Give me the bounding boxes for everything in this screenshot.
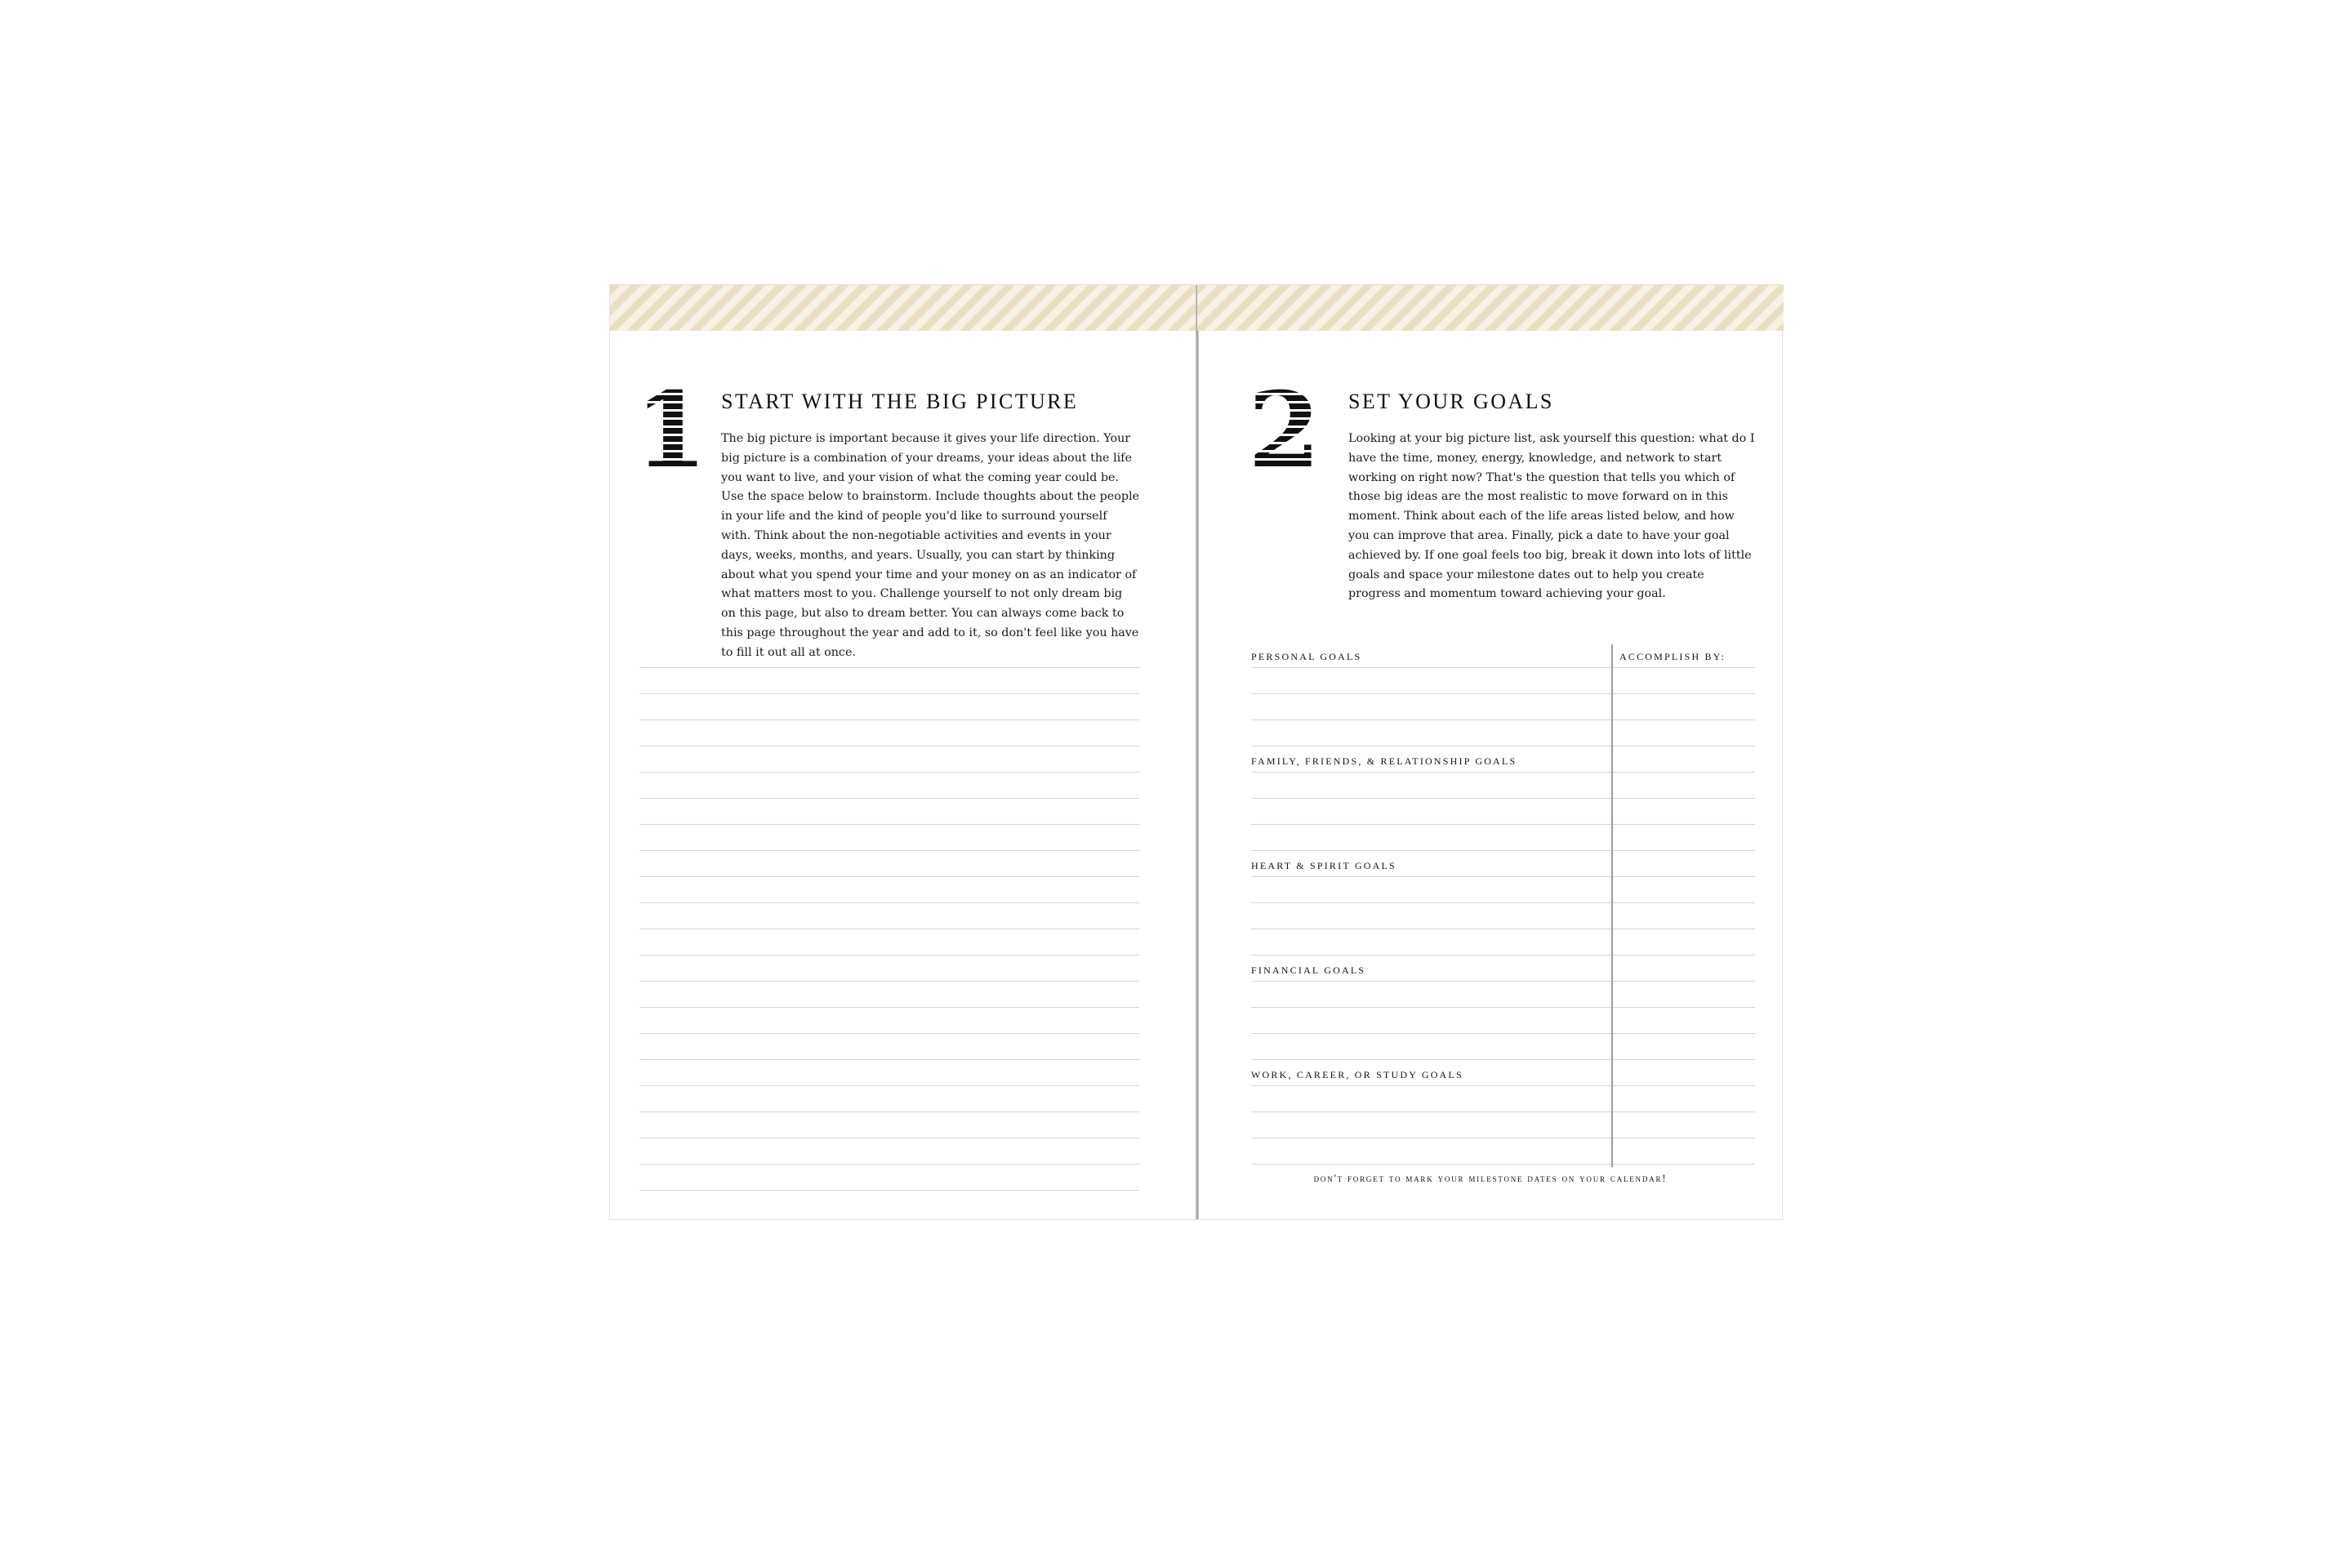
goal-writing-line[interactable] [1251, 772, 1611, 773]
section-number-2: 2 [1248, 370, 1321, 492]
goal-writing-line[interactable] [1251, 693, 1611, 694]
accomplish-by-line[interactable] [1613, 1111, 1755, 1112]
accomplish-by-header: ACCOMPLISH BY: [1619, 651, 1726, 662]
writing-line[interactable] [639, 667, 1139, 668]
writing-line[interactable] [639, 1111, 1139, 1112]
goal-writing-line[interactable] [1251, 850, 1611, 851]
goal-writing-line[interactable] [1251, 798, 1611, 799]
writing-line[interactable] [639, 902, 1139, 903]
section-title-big-picture: START WITH THE BIG PICTURE [721, 390, 1079, 413]
writing-line[interactable] [639, 1033, 1139, 1034]
accomplish-by-line[interactable] [1613, 693, 1755, 694]
writing-line[interactable] [639, 719, 1139, 720]
accomplish-by-line[interactable] [1613, 772, 1755, 773]
writing-line[interactable] [639, 772, 1139, 773]
writing-line[interactable] [639, 1059, 1139, 1060]
goal-section-label: HEART & SPIRIT GOALS [1251, 860, 1396, 871]
goal-writing-line[interactable] [1251, 1007, 1611, 1008]
goals-column-divider [1611, 644, 1613, 1167]
writing-line[interactable] [639, 955, 1139, 956]
accomplish-by-line[interactable] [1613, 902, 1755, 903]
goal-writing-line[interactable] [1251, 667, 1611, 668]
writing-line[interactable] [639, 824, 1139, 825]
left-page [610, 285, 1196, 1219]
decorative-stripe-band [1197, 285, 1784, 331]
writing-line[interactable] [639, 1190, 1139, 1191]
planner-spread [609, 284, 1783, 1220]
accomplish-by-line[interactable] [1613, 824, 1755, 825]
accomplish-by-line[interactable] [1613, 1033, 1755, 1034]
accomplish-by-line[interactable] [1613, 876, 1755, 877]
goal-writing-line[interactable] [1251, 902, 1611, 903]
goal-writing-line[interactable] [1251, 876, 1611, 877]
goal-writing-line[interactable] [1251, 955, 1611, 956]
accomplish-by-line[interactable] [1613, 1085, 1755, 1086]
writing-line[interactable] [639, 1007, 1139, 1008]
accomplish-by-line[interactable] [1613, 1164, 1755, 1165]
writing-line[interactable] [639, 876, 1139, 877]
accomplish-by-line[interactable] [1613, 850, 1755, 851]
section-title-set-goals: SET YOUR GOALS [1348, 390, 1554, 413]
accomplish-by-line[interactable] [1613, 981, 1755, 982]
set-goals-instructions: Looking at your big picture list, ask yourself this question: what do I have the time, money, energy, knowledge, and network to start working on right now? That's the question that tells you which of those big ideas are the most realistic to move forward on in this moment. Think about each of the life areas listed below, and how you can improve that area. Finally, pick a date to have your goal achieved by. If one goal feels too big, break it down into lots of little goals and space your milestone dates out to help you create progress and momentum toward achieving your goal. [1348, 432, 1755, 601]
big-picture-instructions: The big picture is important because it gives your life direction. Your big picture is a combination of your dreams, your ideas about the life you want to live, and your vision of what the coming year could be. Use the space below to brainstorm. Include thoughts about the people in your life and the kind of people you'd like to surround yourself with. Think about the non-negotiable activities and events in your days, weeks, months, and years. Usually, you can start by thinking about what you spend your time and your money on as an indicator of what matters most to you. Challenge yourself to not only dream big on this page, but also to dream better. You can always come back to this page throughout the year and add to it, so don't feel like you have to fill it out all at once. [721, 432, 1140, 659]
goal-writing-line[interactable] [1251, 1033, 1611, 1034]
accomplish-by-line[interactable] [1613, 1059, 1755, 1060]
goal-section-label: FINANCIAL GOALS [1251, 964, 1366, 976]
goal-writing-line[interactable] [1251, 1111, 1611, 1112]
accomplish-by-line[interactable] [1613, 719, 1755, 720]
milestone-reminder: don't forget to mark your milestone dates on your calendar! [1313, 1172, 1668, 1184]
goal-writing-line[interactable] [1251, 719, 1611, 720]
goal-writing-line[interactable] [1251, 1164, 1611, 1165]
goal-section-label: FAMILY, FRIENDS, & RELATIONSHIP GOALS [1251, 755, 1517, 767]
accomplish-by-line[interactable] [1613, 798, 1755, 799]
goal-writing-line[interactable] [1251, 1085, 1611, 1086]
goal-writing-line[interactable] [1251, 1059, 1611, 1060]
accomplish-by-line[interactable] [1613, 667, 1755, 668]
goal-section-label: PERSONAL GOALS [1251, 651, 1362, 662]
accomplish-by-line[interactable] [1613, 955, 1755, 956]
writing-line[interactable] [639, 1164, 1139, 1165]
writing-line[interactable] [639, 850, 1139, 851]
section-number-1: 1 [635, 370, 708, 492]
writing-line[interactable] [639, 1085, 1139, 1086]
goal-writing-line[interactable] [1251, 824, 1611, 825]
goal-writing-line[interactable] [1251, 981, 1611, 982]
writing-line[interactable] [639, 798, 1139, 799]
accomplish-by-line[interactable] [1613, 1007, 1755, 1008]
writing-line[interactable] [639, 981, 1139, 982]
writing-line[interactable] [639, 693, 1139, 694]
goal-section-label: WORK, CAREER, OR STUDY GOALS [1251, 1069, 1463, 1080]
right-page [1197, 285, 1784, 1219]
decorative-stripe-band [610, 285, 1196, 331]
